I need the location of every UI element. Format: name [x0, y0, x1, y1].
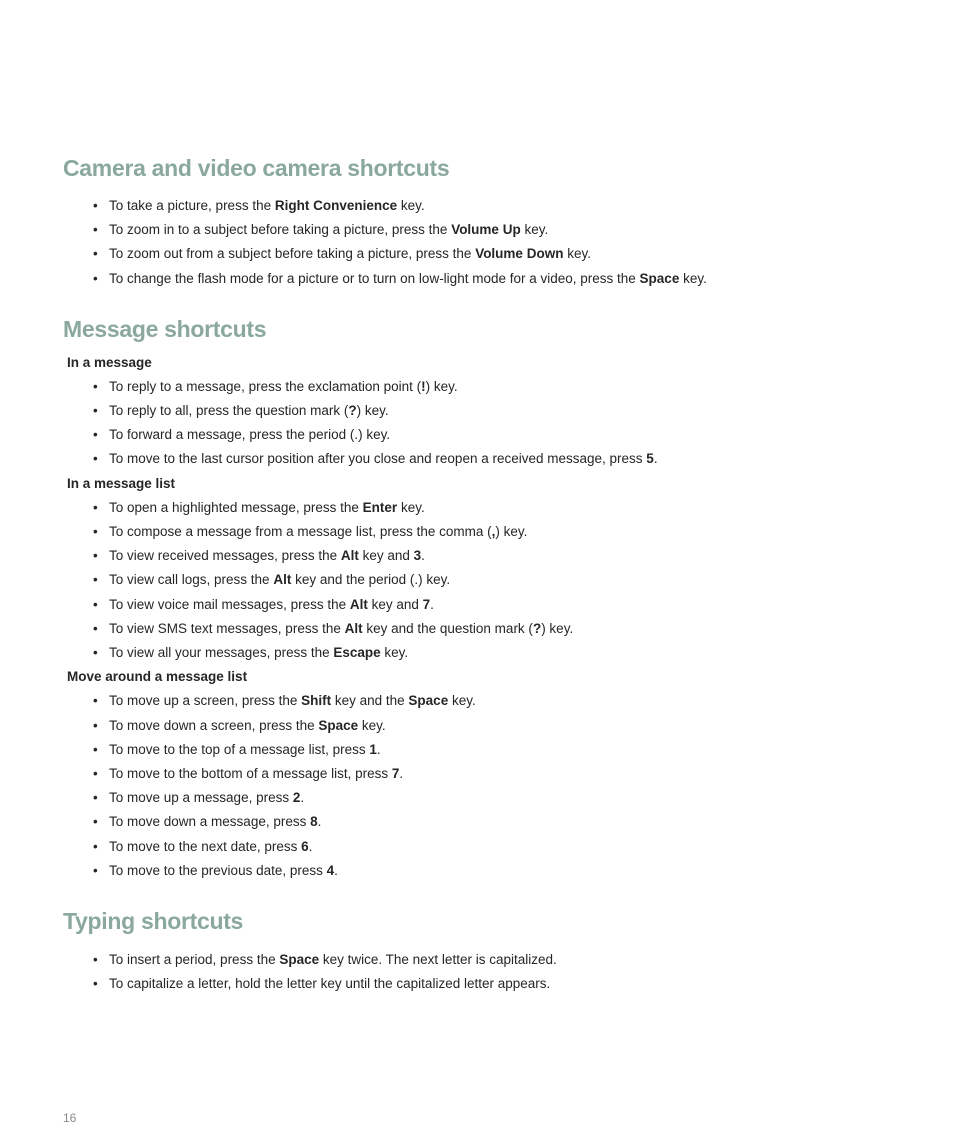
item-text: To move to the last cursor position after you close and reopen a received message, press [109, 451, 647, 466]
key-name: Shift [301, 693, 332, 708]
key-name: 7 [422, 597, 431, 612]
list-item [93, 222, 548, 238]
item-text: key. [520, 222, 549, 237]
key-name: 5 [646, 451, 654, 466]
bullet-icon: • [93, 742, 98, 757]
item-text: . [430, 597, 434, 612]
item-text: To view received messages, press the [109, 548, 341, 563]
list-item [93, 814, 321, 830]
list-item [93, 645, 408, 661]
bullet-icon: • [93, 839, 98, 854]
bullet-icon: • [93, 645, 98, 660]
key-name: 8 [310, 814, 318, 829]
list-item [93, 427, 390, 443]
subheading-move-around: Move around a message list [67, 669, 248, 684]
item-text: To move to the next date, press [109, 839, 302, 854]
list-item [93, 952, 557, 968]
item-text: To reply to a message, press the exclamation point ( [109, 379, 422, 394]
bullet-icon: • [93, 246, 98, 261]
bullet-icon: • [93, 863, 98, 878]
bullet-icon: • [93, 597, 98, 612]
list-item [93, 621, 573, 637]
item-text: To move up a message, press [109, 790, 293, 805]
list-item [93, 198, 425, 214]
item-text: key and [358, 548, 414, 563]
item-text: To reply to all, press the question mark ( [109, 403, 349, 418]
item-text: . [308, 839, 313, 854]
key-name: Alt [340, 548, 359, 563]
list-item [93, 451, 658, 467]
key-name: Volume Down [475, 246, 564, 261]
item-text: To view voice mail messages, press the [109, 597, 350, 612]
key-name: Space [279, 952, 320, 967]
bullet-icon: • [93, 198, 98, 213]
bullet-icon: • [93, 693, 98, 708]
item-text: ) key. [425, 379, 458, 394]
item-text: key. [679, 271, 707, 286]
key-name: Escape [333, 645, 381, 660]
item-text: key twice. The next letter is capitalized. [319, 952, 557, 967]
item-text: To move to the top of a message list, press [109, 742, 370, 757]
bullet-icon: • [93, 271, 98, 286]
subheading-in-a-message: In a message [67, 355, 152, 370]
subheading-in-a-message-list: In a message list [67, 476, 176, 491]
list-item [93, 379, 458, 395]
list-item [93, 548, 425, 564]
item-text: To view call logs, press the [109, 572, 274, 587]
item-text: key and [367, 597, 423, 612]
item-text: key. [358, 718, 386, 733]
bullet-icon: • [93, 548, 98, 563]
list-item [93, 790, 304, 806]
bullet-icon: • [93, 766, 98, 781]
list-item [93, 246, 591, 262]
item-text: To insert a period, press the [109, 952, 280, 967]
section-heading-message: Message shortcuts [63, 316, 267, 342]
list-item [93, 500, 425, 516]
item-text: . [334, 863, 338, 878]
bullet-icon: • [93, 524, 98, 539]
item-text: To change the flash mode for a picture or to turn on low-light mode for a video, press the [109, 271, 640, 286]
item-text: To zoom in to a subject before taking a picture, press the [109, 222, 452, 237]
item-text: . [653, 451, 658, 466]
bullet-icon: • [93, 500, 98, 515]
key-name: , [491, 524, 496, 539]
list-item [93, 976, 550, 992]
key-name: Alt [349, 597, 368, 612]
key-name: 3 [413, 548, 422, 563]
list-item [93, 693, 476, 709]
item-text: To compose a message from a message list, press the comma ( [109, 524, 492, 539]
key-name: ? [532, 621, 542, 636]
item-text: ) key. [541, 621, 574, 636]
key-name: Right Convenience [274, 198, 398, 213]
item-text: ) key. [356, 403, 389, 418]
list-item [93, 597, 434, 613]
list-item [93, 403, 389, 419]
bullet-icon: • [93, 427, 98, 442]
bullet-icon: • [93, 814, 98, 829]
item-text: To view SMS text messages, press the [109, 621, 345, 636]
key-name: Volume Up [451, 222, 521, 237]
list-item [93, 766, 403, 782]
item-text: key. [563, 246, 591, 261]
item-text: . [376, 742, 381, 757]
key-name: Enter [362, 500, 398, 515]
key-name: Space [639, 271, 680, 286]
item-text: . [300, 790, 305, 805]
item-text: To take a picture, press the [109, 198, 275, 213]
bullet-icon: • [93, 572, 98, 587]
bullet-icon: • [93, 451, 98, 466]
section-heading-camera: Camera and video camera shortcuts [63, 155, 450, 181]
item-text: . [317, 814, 322, 829]
bullet-icon: • [93, 790, 98, 805]
item-text: key and the question mark ( [362, 621, 533, 636]
key-name: Space [318, 718, 359, 733]
key-name: 4 [326, 863, 335, 878]
item-text: To capitalize a letter, hold the letter key until the capitalized letter appears. [109, 976, 551, 991]
item-text: key and the [331, 693, 409, 708]
item-text: To move down a message, press [109, 814, 311, 829]
item-text: To move down a screen, press the [109, 718, 319, 733]
key-name: ? [348, 403, 357, 418]
item-text: . [399, 766, 404, 781]
list-item [93, 742, 381, 758]
item-text: . [421, 548, 425, 563]
key-name: 2 [292, 790, 301, 805]
bullet-icon: • [93, 403, 98, 418]
item-text: key and the period (.) key. [291, 572, 451, 587]
item-text: key. [380, 645, 409, 660]
bullet-icon: • [93, 952, 98, 967]
list-item [93, 572, 450, 588]
key-name: 6 [301, 839, 309, 854]
item-text: To move to the bottom of a message list, press [109, 766, 392, 781]
list-item [93, 839, 312, 855]
key-name: ! [421, 379, 426, 394]
bullet-icon: • [93, 718, 98, 733]
item-text: key. [397, 500, 425, 515]
bullet-icon: • [93, 621, 98, 636]
item-text: To forward a message, press the period (.) key. [109, 427, 391, 442]
bullet-icon: • [93, 222, 98, 237]
item-text: To view all your messages, press the [109, 645, 334, 660]
item-text: To move to the previous date, press [109, 863, 327, 878]
item-text: To open a highlighted message, press the [109, 500, 363, 515]
key-name: Alt [344, 621, 363, 636]
item-text: To zoom out from a subject before taking a picture, press the [109, 246, 476, 261]
key-name: Alt [273, 572, 292, 587]
bullet-icon: • [93, 976, 98, 991]
section-heading-typing: Typing shortcuts [63, 908, 244, 934]
key-name: 7 [391, 766, 400, 781]
list-item [93, 524, 527, 540]
page-number: 16 [63, 1111, 77, 1125]
list-item [93, 271, 707, 287]
list-item [93, 863, 338, 879]
item-text: To move up a screen, press the [109, 693, 302, 708]
list-item [93, 718, 386, 734]
key-name: 1 [369, 742, 377, 757]
item-text: key. [397, 198, 425, 213]
item-text: ) key. [495, 524, 528, 539]
item-text: key. [448, 693, 476, 708]
bullet-icon: • [93, 379, 98, 394]
key-name: Space [408, 693, 449, 708]
